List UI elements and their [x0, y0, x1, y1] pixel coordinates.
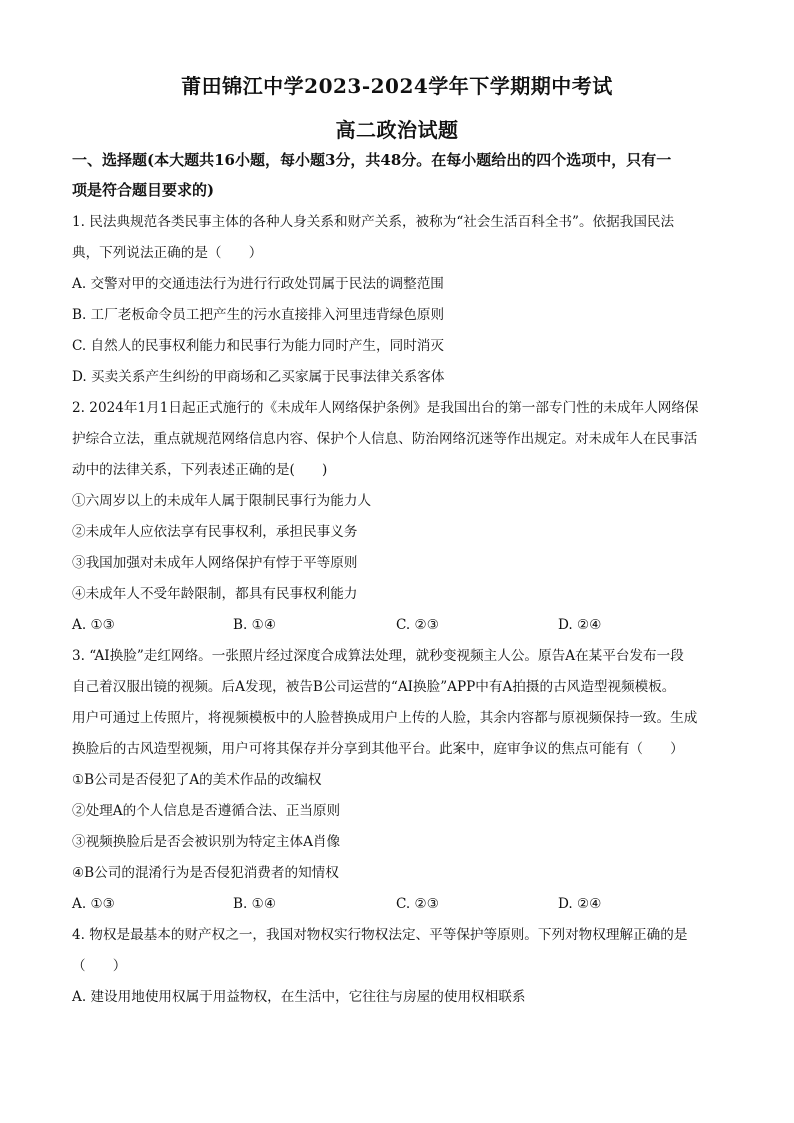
- q2-option-a: A. ①③: [72, 617, 115, 633]
- q3-statement-4: ④B公司的混淆行为是否侵犯消费者的知情权: [72, 865, 339, 881]
- q1-option-c: C. 自然人的民事权利能力和民事行为能力同时产生，同时消灭: [72, 338, 444, 354]
- q3-stem-line1: 3. “AI换脸”走红网络。一张照片经过深度合成算法处理，就秒变视频主人公。原告A在某平台发布一段: [72, 648, 684, 664]
- q4-stem-line1: 4. 物权是最基本的财产权之一，我国对物权实行物权法定、平等保护等原则。下列对物权理解正确的是: [72, 927, 688, 943]
- section-heading-line1: 一、选择题(本大题共16小题，每小题3分，共48分。在每小题给出的四个选项中，只有一: [72, 151, 672, 169]
- q1-option-d: D. 买卖关系产生纠纷的甲商场和乙买家属于民事法律关系客体: [72, 369, 445, 385]
- q3-option-d: D. ②④: [558, 896, 602, 912]
- q2-statement-2: ②未成年人应依法享有民事权利，承担民事义务: [72, 524, 358, 540]
- q1-stem-line1: 1. 民法典规范各类民事主体的各种人身关系和财产关系，被称为“社会生活百科全书”。依据我国民法: [72, 214, 675, 230]
- section-heading-line2: 项是符合题目要求的): [72, 181, 215, 199]
- q1-option-b: B. 工厂老板命令员工把产生的污水直接排入河里违背绿色原则: [72, 307, 445, 323]
- q4-option-a: A. 建设用地使用权属于用益物权，在生活中，它往往与房屋的使用权相联系: [72, 989, 526, 1005]
- q1-option-a: A. 交警对甲的交通违法行为进行行政处罚属于民法的调整范围: [72, 276, 444, 292]
- q3-stem-line2: 自己着汉服出镜的视频。后A发现，被告B公司运营的“AI换脸”APP中有A拍摄的古风造型视频模板。: [72, 679, 676, 695]
- q2-statement-3: ③我国加强对未成年人网络保护有悖于平等原则: [72, 555, 358, 571]
- q4-stem-line2: （ ）: [72, 958, 127, 974]
- q3-statement-2: ②处理A的个人信息是否遵循合法、正当原则: [72, 803, 341, 819]
- q3-stem-line3: 用户可通过上传照片，将视频模板中的人脸替换成用户上传的人脸，其余内容都与原视频保持一致。生成: [72, 710, 698, 726]
- q2-stem-line3: 动中的法律关系，下列表述正确的是( ): [72, 462, 328, 478]
- exam-subtitle: 高二政治试题: [335, 118, 459, 142]
- q3-stem-line4: 换脸后的古风造型视频，用户可将其保存并分享到其他平台。此案中，庭审争议的焦点可能有（ ）: [72, 741, 684, 757]
- q1-stem-line2: 典，下列说法正确的是（ ）: [72, 245, 263, 261]
- q3-option-a: A. ①③: [72, 896, 115, 912]
- q3-option-c: C. ②③: [396, 896, 439, 912]
- q2-statement-1: ①六周岁以上的未成年人属于限制民事行为能力人: [72, 493, 372, 509]
- q3-statement-1: ①B公司是否侵犯了A的美术作品的改编权: [72, 772, 322, 788]
- q2-option-c: C. ②③: [396, 617, 439, 633]
- q3-option-b: B. ①④: [233, 896, 277, 912]
- q2-statement-4: ④未成年人不受年龄限制，都具有民事权利能力: [72, 586, 358, 602]
- q2-option-d: D. ②④: [558, 617, 602, 633]
- exam-title: 莆田锦江中学2023-2024学年下学期期中考试: [181, 74, 613, 98]
- q2-stem-line1: 2. 2024年1月1日起正式施行的《未成年人网络保护条例》是我国出台的第一部专门性的未成年人网络保: [72, 400, 699, 416]
- q2-option-b: B. ①④: [233, 617, 277, 633]
- q3-statement-3: ③视频换脸后是否会被识别为特定主体A肖像: [72, 834, 341, 850]
- q2-stem-line2: 护综合立法，重点就规范网络信息内容、保护个人信息、防治网络沉迷等作出规定。对未成年人在民事活: [72, 431, 698, 447]
